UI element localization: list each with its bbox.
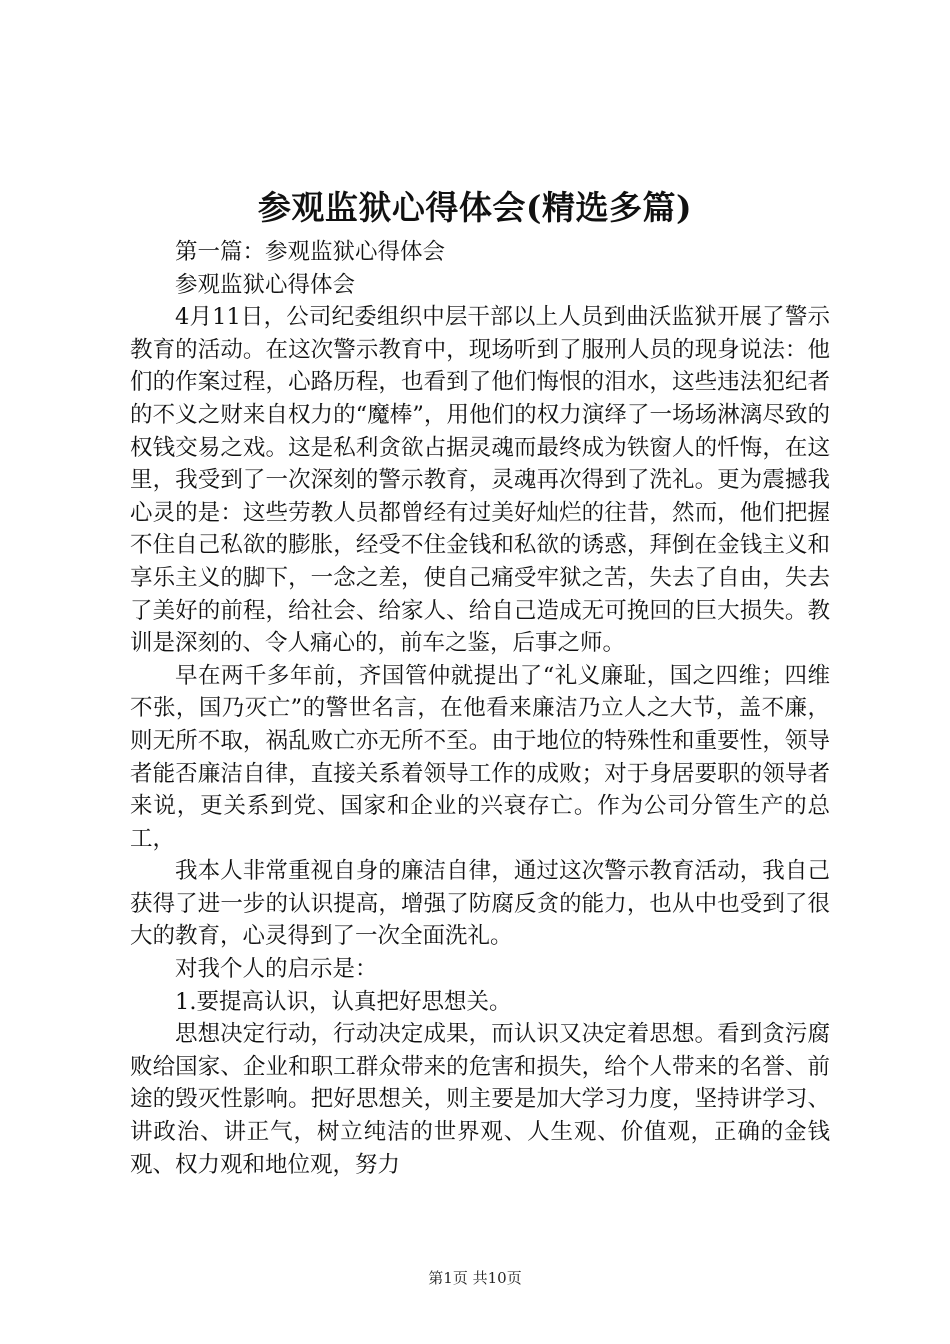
paragraph-list-item: 1.要提高认识，认真把好思想关。 [175,988,512,1015]
page-footer: 第1页 共10页 [428,1269,522,1287]
paragraph-chapter-heading: 第一篇：参观监狱心得体会 [175,239,446,265]
paragraph: 思想决定行动，行动决定成果，而认识又决定着思想。看到贪污腐败给国家、企业和职工群众带来的危害和损失，给个人带来的名誉、前途的毁灭性影响。把好思想关，则主要是加大学习力度，坚持讲学习、讲政治、讲正气，树立纯洁的世界观、人生观、价值观，正确的金钱观、权力观和地位观，努力 [130,1021,830,1178]
paragraph: 早在两千多年前，齐国管仲就提出了“礼义廉耻，国之四维；四维不张，国乃灭亡”的警世名言，在他看来廉洁乃立人之大节，盖不廉，则无所不取，祸乱败亡亦无所不至。由于地位的特殊性和重要性，领导者能否廉洁自律，直接关系着领导工作的成败；对于身居要职的领导者来说，更关系到党、国家和企业的兴衰存亡。作为公司分管生产的总工， [130,662,830,852]
document-title: 参观监狱心得体会(精选多篇) [257,188,693,227]
document-body [130,236,830,1181]
paragraph: 我本人非常重视自身的廉洁自律，通过这次警示教育活动，我自己获得了进一步的认识提高，增强了防腐反贪的能力，也从中也受到了很大的教育，心灵得到了一次全面洗礼。 [130,858,830,950]
paragraph-subtitle: 参观监狱心得体会 [175,271,356,298]
paragraph: 对我个人的启示是： [175,956,378,983]
paragraph: 4月11日，公司纪委组织中层干部以上人员到曲沃监狱开展了警示教育的活动。在这次警示教育中，现场听到了服刑人员的现身说法：他们的作案过程，心路历程，也看到了他们悔恨的泪水，这些违法犯纪者的不义之财来自权力的“魔棒”，用他们的权力演绎了一场场淋漓尽致的权钱交易之戏。这是私利贪欲占据灵魂而最终成为铁窗人的忏悔，在这里，我受到了一次深刻的警示教育，灵魂再次得到了洗礼。更为震撼我心灵的是：这些劳教人员都曾经有过美好灿烂的往昔，然而，他们把握不住自己私欲的膨胀，经受不住金钱和私欲的诱惑，拜倒在金钱主义和享乐主义的脚下，一念之差，使自己痛受牢狱之苦，失去了自由，失去了美好的前程，给社会、给家人、给自己造成无可挽回的巨大损失。教训是深刻的、令人痛心的，前车之鉴，后事之师。 [130,304,830,657]
